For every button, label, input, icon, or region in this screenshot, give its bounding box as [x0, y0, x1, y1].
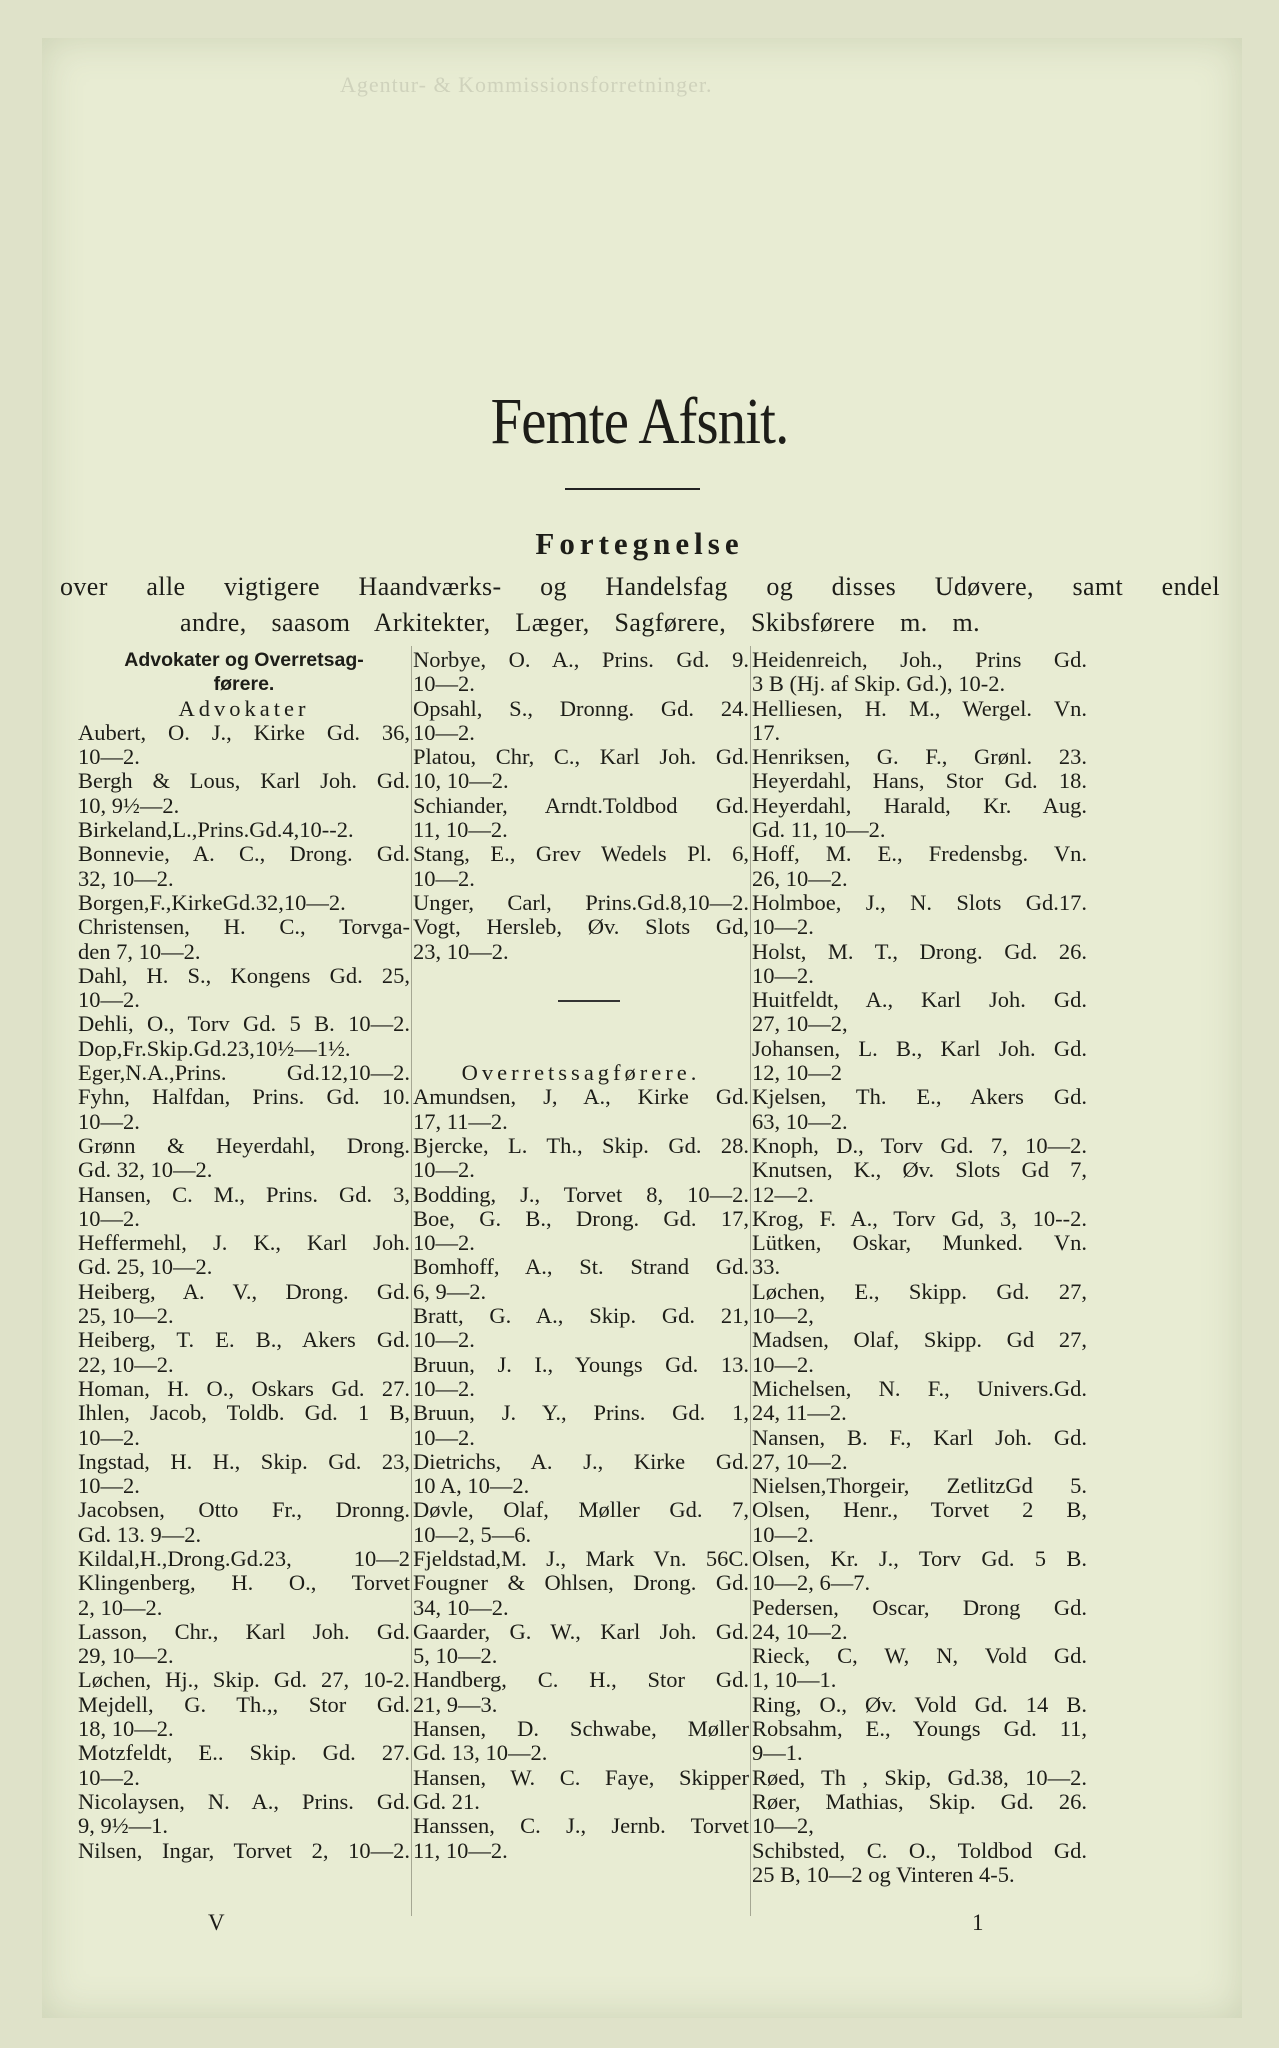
- entry-line: 9—1.: [752, 1740, 803, 1766]
- entry-line: 10—2.: [413, 1327, 475, 1353]
- entry-line: 25, 10—2.: [78, 1303, 174, 1329]
- entry-line: Motzfeldt, E.. Skip. Gd. 27.: [78, 1740, 410, 1766]
- entry-line: Heiberg, T. E. B., Akers Gd.: [78, 1327, 410, 1353]
- title-rule: [565, 488, 700, 490]
- entry-line: 10—2.: [78, 1205, 140, 1231]
- entry-line: Gd. 11, 10—2.: [752, 817, 886, 843]
- entry-line: 18, 10—2.: [78, 1716, 174, 1742]
- entry-line: Bruun, J. Y., Prins. Gd. 1,: [413, 1400, 749, 1426]
- entry-line: Holmboe, J., N. Slots Gd.17.: [752, 889, 1087, 915]
- entry-line: 10—2.: [78, 1424, 140, 1450]
- column-divider-1: [411, 646, 412, 1916]
- entry-line: Knutsen, K., Øv. Slots Gd 7,: [752, 1157, 1087, 1183]
- entry-line: 10, 9½—2.: [78, 792, 180, 818]
- entry-line: Holst, M. T., Drong. Gd. 26.: [752, 938, 1087, 964]
- entry-line: 26, 10—2.: [752, 865, 848, 891]
- show-through-header: Agentur- & Kommissionsforretninger.: [340, 72, 713, 97]
- column-divider-2: [750, 646, 751, 1916]
- entry-line: Amundsen, J, A., Kirke Gd.: [413, 1084, 749, 1110]
- column-heading: Overretssagførere.: [461, 1060, 701, 1086]
- column-heading: Advokater og Overretsag-: [124, 649, 364, 671]
- entry-line: Platou, Chr, C., Karl Joh. Gd.: [413, 744, 749, 770]
- entry-line: den 7, 10—2.: [78, 938, 201, 964]
- entry-line: 10—2, 5—6.: [413, 1521, 532, 1547]
- entry-line: 10—2.: [413, 1230, 475, 1256]
- entry-line: Unger, Carl, Prins.Gd.8,10—2.: [413, 889, 749, 915]
- entry-line: Gd. 32, 10—2.: [78, 1157, 213, 1183]
- entry-line: Bjercke, L. Th., Skip. Gd. 28.: [413, 1132, 749, 1158]
- list-heading: Fortegnelse: [535, 526, 744, 561]
- column-1: [78, 648, 410, 1863]
- entry-line: 25 B, 10—2 og Vinteren 4-5.: [752, 1861, 1015, 1887]
- spacer: [413, 1012, 749, 1036]
- entry-line: 5, 10—2.: [413, 1643, 498, 1669]
- entry-line: Bratt, G. A., Skip. Gd. 21,: [413, 1303, 749, 1329]
- entry-line: Schiander, Arndt.Toldbod Gd.: [413, 792, 749, 818]
- entry-line: Røer, Mathias, Skip. Gd. 26.: [752, 1788, 1087, 1814]
- entry-line: Ingstad, H. H., Skip. Gd. 23,: [78, 1448, 410, 1474]
- entry-line: 3 B (Hj. af Skip. Gd.), 10-2.: [752, 671, 1006, 697]
- entry-line: Dahl, H. S., Kongens Gd. 25,: [78, 962, 410, 988]
- entry-line: 27, 10—2.: [752, 1448, 848, 1474]
- entry-line: Krog, F. A., Torv Gd, 3, 10--2.: [752, 1205, 1087, 1231]
- entry-line: Ihlen, Jacob, Toldb. Gd. 1 B,: [78, 1400, 410, 1426]
- entry-line: Heffermehl, J. K., Karl Joh.: [78, 1230, 410, 1256]
- entry-line: Grønn & Heyerdahl, Drong.: [78, 1132, 410, 1158]
- entry-line: Bodding, J., Torvet 8, 10—2.: [413, 1181, 749, 1207]
- entry-line: Ring, O., Øv. Vold Gd. 14 B.: [752, 1691, 1087, 1717]
- entry-line: Borgen,F.,KirkeGd.32,10—2.: [78, 889, 346, 915]
- entry-line: Knoph, D., Torv Gd. 7, 10—2.: [752, 1132, 1087, 1158]
- entry-line: Hansen, D. Schwabe, Møller: [413, 1716, 749, 1742]
- entry-line: 23, 10—2.: [413, 938, 509, 964]
- entry-line: Gd. 25, 10—2.: [78, 1254, 213, 1280]
- entry-line: Lasson, Chr., Karl Joh. Gd.: [78, 1618, 410, 1644]
- entry-line: Hansen, W. C. Faye, Skipper: [413, 1764, 749, 1790]
- entry-line: Johansen, L. B., Karl Joh. Gd.: [752, 1035, 1087, 1061]
- entry-line: 33.: [752, 1254, 781, 1280]
- entry-line: Homan, H. O., Oskars Gd. 27.: [78, 1375, 410, 1401]
- entry-line: 9, 9½—1.: [78, 1813, 168, 1839]
- entry-line: 10—2.: [752, 914, 814, 940]
- entry-line: 10—2.: [78, 987, 140, 1013]
- entry-line: 11, 10—2.: [413, 1837, 508, 1863]
- entry-line: 12, 10—2: [752, 1060, 842, 1086]
- entry-line: Madsen, Olaf, Skipp. Gd 27,: [752, 1327, 1087, 1353]
- entry-line: Hanssen, C. J., Jernb. Torvet: [413, 1813, 749, 1839]
- column-3: [752, 648, 1087, 1887]
- entry-line: 22, 10—2.: [78, 1351, 174, 1377]
- entry-line: 10—2.: [78, 1764, 140, 1790]
- entry-line: Dehli, O., Torv Gd. 5 B. 10—2.: [78, 1011, 410, 1037]
- subheading-line-2: andre, saasom Arkitekter, Læger, Sagførere, Skibsførere m. m.: [180, 608, 980, 637]
- entry-line: Huitfeldt, A., Karl Joh. Gd.: [752, 987, 1087, 1013]
- entry-line: 27, 10—2,: [752, 1011, 848, 1037]
- column-heading: Advokater: [178, 695, 310, 721]
- entry-line: 10—2.: [413, 1424, 475, 1450]
- entry-line: Henriksen, G. F., Grønl. 23.: [752, 744, 1087, 770]
- entry-line: Boe, G. B., Drong. Gd. 17,: [413, 1205, 749, 1231]
- entry-line: Røed, Th , Skip, Gd.38, 10—2.: [752, 1764, 1087, 1790]
- entry-line: 10, 10—2.: [413, 768, 509, 794]
- entry-line: Bonnevie, A. C., Drong. Gd.: [78, 841, 410, 867]
- entry-line: 10—2, 6—7.: [752, 1570, 871, 1596]
- column-heading: førere.: [213, 673, 275, 696]
- entry-line: 10—2.: [752, 962, 814, 988]
- entry-line: Kildal,H.,Drong.Gd.23, 10—2: [78, 1545, 410, 1571]
- entry-line: 10—2.: [413, 719, 475, 745]
- entry-line: 10—2.: [413, 865, 475, 891]
- entry-line: Fjeldstad,M. J., Mark Vn. 56C.: [413, 1545, 749, 1571]
- entry-line: Fyhn, Halfdan, Prins. Gd. 10.: [78, 1084, 410, 1110]
- spacer: [413, 964, 749, 988]
- entry-line: Olsen, Henr., Torvet 2 B,: [752, 1497, 1087, 1523]
- column-2: [413, 648, 749, 1863]
- entry-line: 10—2.: [78, 744, 140, 770]
- entry-line: Gaarder, G. W., Karl Joh. Gd.: [413, 1618, 749, 1644]
- subheading-line-1: over alle vigtigere Haandværks- og Handelsfag og disses Udøvere, samt endel: [60, 572, 1220, 601]
- entry-line: 10—2.: [78, 1108, 140, 1134]
- entry-line: Eger,N.A.,Prins. Gd.12,10—2.: [78, 1060, 410, 1086]
- entry-line: Fougner & Ohlsen, Drong. Gd.: [413, 1570, 749, 1596]
- entry-line: 11, 10—2.: [413, 817, 508, 843]
- entry-line: Døvle, Olaf, Møller Gd. 7,: [413, 1497, 749, 1523]
- entry-line: Nilsen, Ingar, Torvet 2, 10—2.: [78, 1837, 410, 1863]
- entry-line: 17.: [752, 719, 781, 745]
- section-title: Femte Afsnit.: [490, 385, 789, 458]
- entry-line: Gd. 13, 10—2.: [413, 1740, 548, 1766]
- entry-line: Handberg, C. H., Stor Gd.: [413, 1667, 749, 1693]
- entry-line: Bruun, J. I., Youngs Gd. 13.: [413, 1351, 749, 1377]
- entry-line: Schibsted, C. O., Toldbod Gd.: [752, 1837, 1087, 1863]
- entry-line: 24, 11—2.: [752, 1400, 847, 1426]
- column-separator: [413, 988, 749, 1012]
- entry-line: Gd. 13. 9—2.: [78, 1521, 202, 1547]
- entry-line: Nicolaysen, N. A., Prins. Gd.: [78, 1788, 410, 1814]
- entry-line: 6, 9—2.: [413, 1278, 487, 1304]
- entry-line: Mejdell, G. Th.,, Stor Gd.: [78, 1691, 410, 1717]
- entry-line: Heiberg, A. V., Drong. Gd.: [78, 1278, 410, 1304]
- entry-line: 10—2.: [78, 1473, 140, 1499]
- entry-line: 21, 9—3.: [413, 1691, 498, 1717]
- entry-line: Rieck, C, W, N, Vold Gd.: [752, 1643, 1087, 1669]
- entry-line: Heyerdahl, Harald, Kr. Aug.: [752, 792, 1087, 818]
- entry-line: Robsahm, E., Youngs Gd. 11,: [752, 1716, 1087, 1742]
- entry-line: 29, 10—2.: [78, 1643, 174, 1669]
- entry-line: 10—2.: [413, 1157, 475, 1183]
- entry-line: Opsahl, S., Dronng. Gd. 24.: [413, 695, 749, 721]
- entry-line: Heyerdahl, Hans, Stor Gd. 18.: [752, 768, 1087, 794]
- entry-line: Aubert, O. J., Kirke Gd. 36,: [78, 719, 410, 745]
- spacer: [413, 1037, 749, 1061]
- signature-mark: V: [208, 1910, 225, 1935]
- entry-line: 34, 10—2.: [413, 1594, 509, 1620]
- entry-line: Lütken, Oskar, Munked. Vn.: [752, 1230, 1087, 1256]
- entry-line: Stang, E., Grev Wedels Pl. 6,: [413, 841, 749, 867]
- entry-line: 12—2.: [752, 1181, 814, 1207]
- entry-line: 10—2.: [413, 671, 475, 697]
- entry-line: Kjelsen, Th. E., Akers Gd.: [752, 1084, 1087, 1110]
- entry-line: Olsen, Kr. J., Torv Gd. 5 B.: [752, 1545, 1087, 1571]
- entry-line: Hoff, M. E., Fredensbg. Vn.: [752, 841, 1087, 867]
- entry-line: Vogt, Hersleb, Øv. Slots Gd,: [413, 914, 749, 940]
- entry-line: Dop,Fr.Skip.Gd.23,10½—1½.: [78, 1035, 351, 1061]
- entry-line: 10—2,: [752, 1813, 814, 1839]
- entry-line: Løchen, E., Skipp. Gd. 27,: [752, 1278, 1087, 1304]
- entry-line: 32, 10—2.: [78, 865, 174, 891]
- entry-line: Jacobsen, Otto Fr., Dronng.: [78, 1497, 410, 1523]
- entry-line: 24, 10—2.: [752, 1618, 848, 1644]
- entry-line: 10—2.: [413, 1375, 475, 1401]
- entry-line: Norbye, O. A., Prins. Gd. 9.: [413, 647, 749, 672]
- entry-line: Dietrichs, A. J., Kirke Gd.: [413, 1448, 749, 1474]
- entry-line: 10—2.: [752, 1351, 814, 1377]
- page-number: 1: [972, 1910, 984, 1935]
- entry-line: Klingenberg, H. O., Torvet: [78, 1570, 410, 1596]
- entry-line: Bergh & Lous, Karl Joh. Gd.: [78, 768, 410, 794]
- entry-line: 63, 10—2.: [752, 1108, 848, 1134]
- entry-line: Nansen, B. F., Karl Joh. Gd.: [752, 1424, 1087, 1450]
- entry-line: 2, 10—2.: [78, 1594, 163, 1620]
- entry-line: Gd. 21.: [413, 1788, 480, 1814]
- entry-line: Nielsen,Thorgeir, ZetlitzGd 5.: [752, 1473, 1087, 1499]
- entry-line: 10 A, 10—2.: [413, 1473, 530, 1499]
- entry-line: Helliesen, H. M., Wergel. Vn.: [752, 695, 1087, 721]
- entry-line: Hansen, C. M., Prins. Gd. 3,: [78, 1181, 410, 1207]
- entry-line: 1, 10—1.: [752, 1667, 837, 1693]
- entry-line: Løchen, Hj., Skip. Gd. 27, 10-2.: [78, 1667, 410, 1693]
- entry-line: Christensen, H. C., Torvga-: [78, 914, 410, 940]
- entry-line: Birkeland,L.,Prins.Gd.4,10--2.: [78, 817, 354, 843]
- entry-line: 10—2.: [752, 1521, 814, 1547]
- entry-line: Michelsen, N. F., Univers.Gd.: [752, 1375, 1087, 1401]
- entry-line: Bomhoff, A., St. Strand Gd.: [413, 1254, 749, 1280]
- entry-line: 17, 11—2.: [413, 1108, 508, 1134]
- entry-line: Heidenreich, Joh., Prins Gd.: [752, 647, 1087, 672]
- entry-line: Pedersen, Oscar, Drong Gd.: [752, 1594, 1087, 1620]
- entry-line: 10—2,: [752, 1303, 814, 1329]
